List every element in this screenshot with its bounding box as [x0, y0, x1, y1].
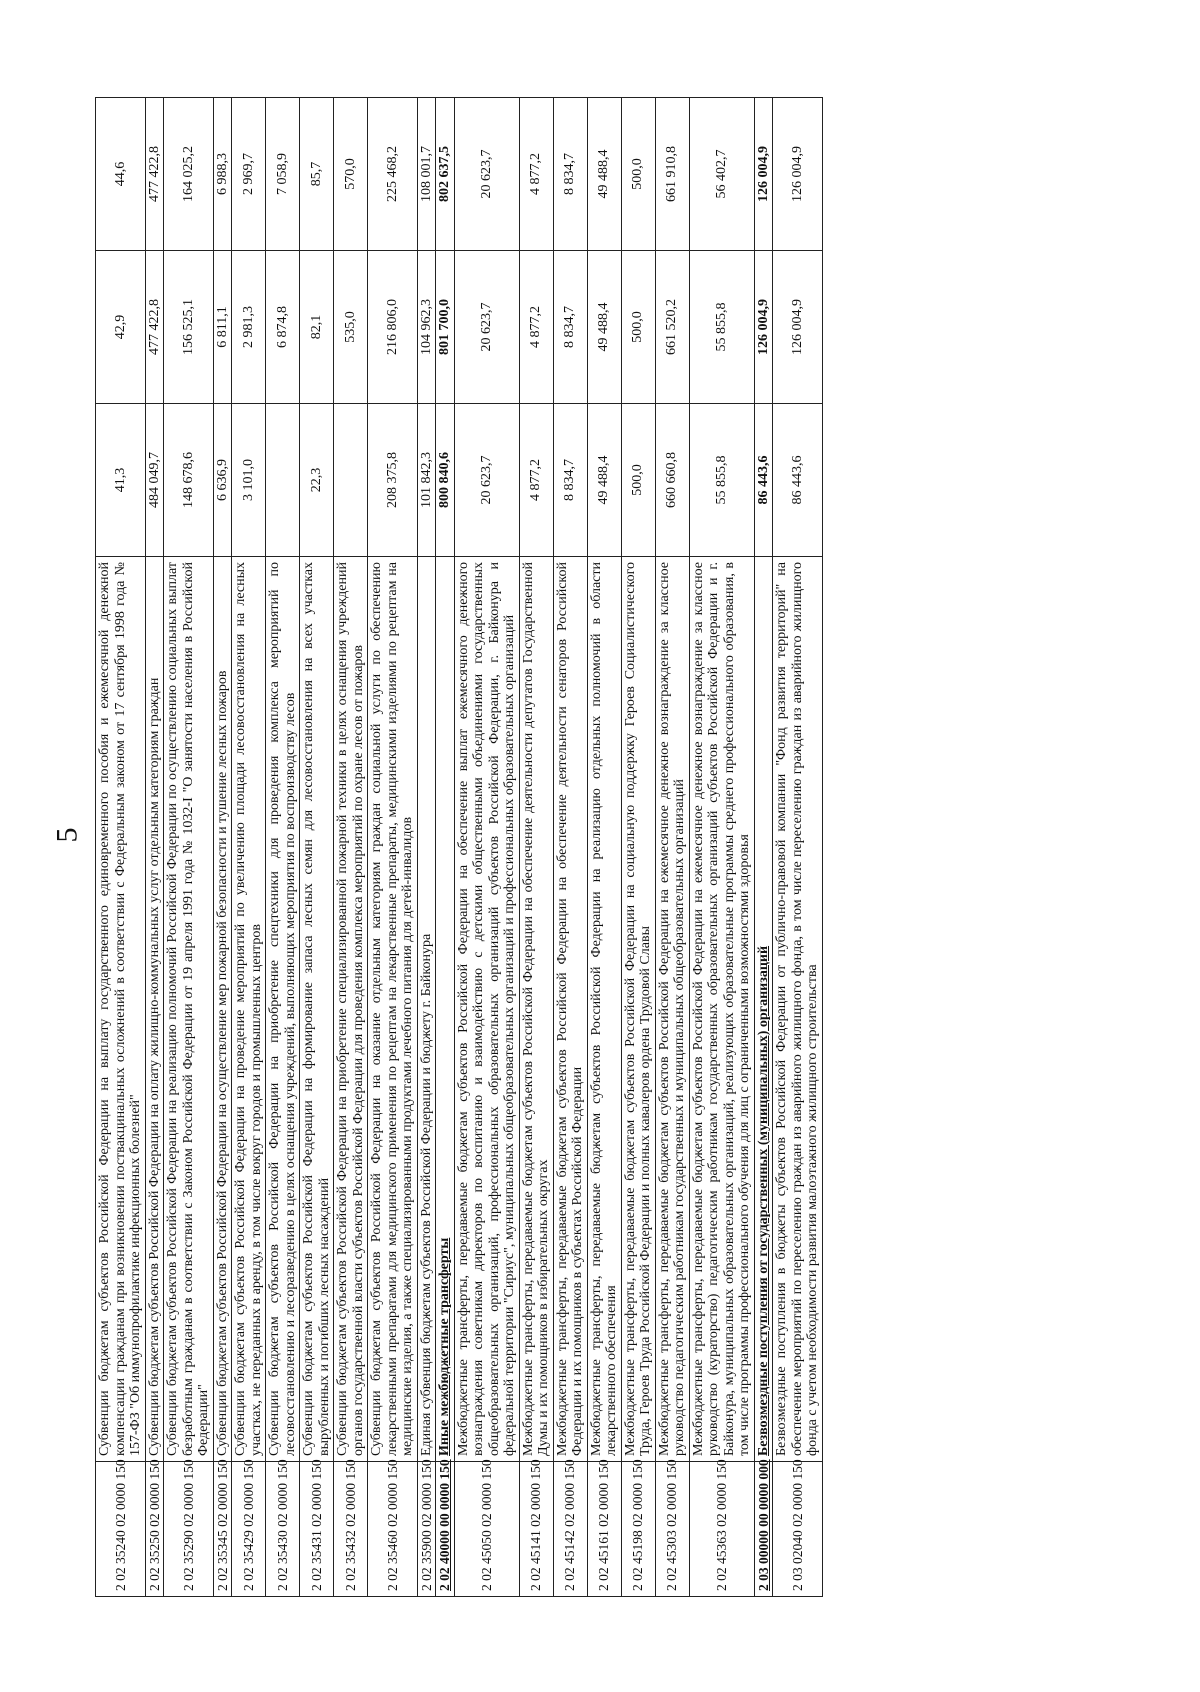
budget-code-cell: 2 02 35432 02 0000 150	[334, 1462, 368, 1597]
value-year1-cell: 800 840,6	[436, 404, 455, 557]
value-year2-cell: 801 700,0	[436, 251, 455, 404]
description-cell: Иные межбюджетные трансферты	[436, 557, 455, 1462]
value-year3-cell: 49 488,4	[587, 98, 621, 251]
description-cell: Субвенции бюджетам субъектов Российской Федерации на приобретение специализированной пожарной техники в целях оснащения учреждений органов государственной власти субъектов Российской Федерации для проведения комплекса мероприятий по охране лесов от пожаров	[334, 557, 368, 1462]
value-year3-cell: 85,7	[300, 98, 334, 251]
description-cell: Субвенции бюджетам субъектов Российской Федерации на формирование запаса лесных семян для лесовосстановления на всех участках вырубленных и погибших лесных насаждений	[300, 557, 334, 1462]
value-year2-cell: 49 488,4	[587, 251, 621, 404]
table-row	[655, 98, 689, 1597]
value-year2-cell: 2 981,3	[232, 251, 266, 404]
value-year1-cell: 86 443,6	[754, 404, 773, 557]
value-year1-cell: 86 443,6	[773, 404, 823, 557]
table-row	[773, 98, 823, 1597]
table-row	[454, 98, 519, 1597]
table-row	[96, 98, 146, 1597]
budget-code-cell: 2 02 45050 02 0000 150	[454, 1462, 519, 1597]
budget-code-cell: 2 02 35431 02 0000 150	[300, 1462, 334, 1597]
value-year1-cell: 500,0	[621, 404, 655, 557]
table-row	[754, 98, 773, 1597]
value-year3-cell: 4 877,2	[519, 98, 553, 251]
value-year1-cell	[266, 404, 300, 557]
value-year3-cell: 6 988,3	[213, 98, 232, 251]
budget-code-cell: 2 02 45142 02 0000 150	[553, 1462, 587, 1597]
value-year3-cell: 20 623,7	[454, 98, 519, 251]
table-row	[232, 98, 266, 1597]
budget-code-cell: 2 02 45161 02 0000 150	[587, 1462, 621, 1597]
value-year2-cell: 4 877,2	[519, 251, 553, 404]
budget-code-cell: 2 02 35290 02 0000 150	[164, 1462, 214, 1597]
value-year2-cell: 42,9	[96, 251, 146, 404]
description-cell: Межбюджетные трансферты, передаваемые бюджетам субъектов Российской Федерации на социальную поддержку Героев Социалистического Труда, Героев Труда Российской Федерации и полных кавалеров ордена Трудовой Славы	[621, 557, 655, 1462]
description-cell: Безвозмездные поступления в бюджеты субъектов Российской Федерации от публично-правовой компании "Фонд развития территорий" на обеспечение мероприятий по переселению граждан из аварийного жилищного фонда, в том числе переселению граждан из аварийного жилищного фонда с учетом необходимости развития малоэтажного жилищного строительства	[773, 557, 823, 1462]
budget-code-cell: 2 02 35429 02 0000 150	[232, 1462, 266, 1597]
description-cell: Субвенции бюджетам субъектов Российской Федерации на выплату государственного единовременного пособия и ежемесячной денежной компенсации гражданам при возникновении поствакцинальных осложнений в соответствии с Федеральным законом от 17 сентября 1998 года № 157-ФЗ "Об иммунопрофилактике инфекционных болезней"	[96, 557, 146, 1462]
value-year3-cell: 126 004,9	[754, 98, 773, 251]
description-cell: Субвенции бюджетам субъектов Российской Федерации на приобретение спецтехники для проведения комплекса мероприятий по лесовосстановлению и лесоразведению в целях оснащения учреждений, выполняющих мероприятия по воспроизводству лесов	[266, 557, 300, 1462]
value-year3-cell: 802 637,5	[436, 98, 455, 251]
value-year1-cell: 55 855,8	[689, 404, 754, 557]
value-year2-cell: 55 855,8	[689, 251, 754, 404]
budget-code-cell: 2 02 35460 02 0000 150	[368, 1462, 418, 1597]
value-year1-cell: 208 375,8	[368, 404, 418, 557]
value-year1-cell: 148 678,6	[164, 404, 214, 557]
value-year2-cell: 126 004,9	[754, 251, 773, 404]
value-year2-cell: 500,0	[621, 251, 655, 404]
description-cell: Межбюджетные трансферты, передаваемые бюджетам субъектов Российской Федерации на обеспечение деятельности сенаторов Российской Федерации и их помощников в субъектах Российской Федерации	[553, 557, 587, 1462]
value-year1-cell: 101 842,3	[417, 404, 436, 557]
table-row	[334, 98, 368, 1597]
budget-code-cell: 2 03 02040 02 0000 150	[773, 1462, 823, 1597]
value-year2-cell: 477 422,8	[145, 251, 164, 404]
value-year1-cell: 41,3	[96, 404, 146, 557]
value-year3-cell: 477 422,8	[145, 98, 164, 251]
value-year3-cell: 2 969,7	[232, 98, 266, 251]
value-year1-cell	[334, 404, 368, 557]
value-year3-cell: 8 834,7	[553, 98, 587, 251]
description-cell: Субвенции бюджетам субъектов Российской Федерации на оплату жилищно-коммунальных услуг отдельным категориям граждан	[145, 557, 164, 1462]
budget-code-cell: 2 02 40000 00 0000 150	[436, 1462, 455, 1597]
value-year1-cell: 4 877,2	[519, 404, 553, 557]
budget-code-cell: 2 02 45303 02 0000 150	[655, 1462, 689, 1597]
description-cell: Межбюджетные трансферты, передаваемые бюджетам субъектов Российской Федерации на обеспечение выплат ежемесячного денежного вознаграждения советникам директоров по воспитанию и взаимодействию с детскими общественными объединениями государственных общеобразовательных организаций, профессиональных образовательных организаций субъектов Российской Федерации, г. Байконура и федеральной территории "Сириус", муниципальных общеобразовательных организаций и профессиональных образовательных организаций	[454, 557, 519, 1462]
value-year1-cell: 660 660,8	[655, 404, 689, 557]
table-row	[213, 98, 232, 1597]
value-year1-cell: 49 488,4	[587, 404, 621, 557]
description-cell: Субвенции бюджетам субъектов Российской Федерации на реализацию полномочий Российской Федерации по осуществлению социальных выплат безработным гражданам в соответствии с Законом Российской Федерации от 19 апреля 1991 года № 1032-I "О занятости населения в Российской Федерации"	[164, 557, 214, 1462]
value-year3-cell: 108 001,7	[417, 98, 436, 251]
description-cell: Безвозмездные поступления от государственных (муниципальных) организаций	[754, 557, 773, 1462]
description-cell: Межбюджетные трансферты, передаваемые бюджетам субъектов Российской Федерации на ежемесячное денежное вознаграждение за классное руководство (кураторство) педагогическим работникам государственных образовательных организаций субъектов Российской Федерации и г. Байконура, муниципальных образовательных организаций, реализующих образовательные программы среднего профессионального образования, в том числе программы профессионального обучения для лиц с ограниченными возможностями здоровья	[689, 557, 754, 1462]
value-year2-cell: 661 520,2	[655, 251, 689, 404]
value-year2-cell: 104 962,3	[417, 251, 436, 404]
value-year2-cell: 82,1	[300, 251, 334, 404]
table-row	[368, 98, 418, 1597]
table-row	[689, 98, 754, 1597]
table-row	[164, 98, 214, 1597]
value-year2-cell: 6 874,8	[266, 251, 300, 404]
value-year3-cell: 500,0	[621, 98, 655, 251]
table-row	[621, 98, 655, 1597]
table-row	[300, 98, 334, 1597]
budget-code-cell: 2 02 35240 02 0000 150	[96, 1462, 146, 1597]
value-year1-cell: 8 834,7	[553, 404, 587, 557]
value-year2-cell: 6 811,1	[213, 251, 232, 404]
table-row	[266, 98, 300, 1597]
page-number: 5	[50, 827, 84, 843]
table-row	[519, 98, 553, 1597]
value-year3-cell: 7 058,9	[266, 98, 300, 251]
value-year3-cell: 164 025,2	[164, 98, 214, 251]
value-year1-cell: 3 101,0	[232, 404, 266, 557]
table-row	[553, 98, 587, 1597]
value-year3-cell: 570,0	[334, 98, 368, 251]
value-year3-cell: 661 910,8	[655, 98, 689, 251]
value-year2-cell: 156 525,1	[164, 251, 214, 404]
table-row	[587, 98, 621, 1597]
description-cell: Субвенции бюджетам субъектов Российской Федерации на оказание отдельным категориям граждан социальной услуги по обеспечению лекарственными препаратами для медицинского применения по рецептам на лекарственные препараты, медицинскими изделиями по рецептам на медицинские изделия, а также специализированными продуктами лечебного питания для детей-инвалидов	[368, 557, 418, 1462]
value-year3-cell: 126 004,9	[773, 98, 823, 251]
rotated-table-container	[95, 97, 1200, 1597]
description-cell: Субвенции бюджетам субъектов Российской Федерации на осуществление мер пожарной безопасности и тушение лесных пожаров	[213, 557, 232, 1462]
value-year1-cell: 22,3	[300, 404, 334, 557]
description-cell: Межбюджетные трансферты, передаваемые бюджетам субъектов Российской Федерации на реализацию отдельных полномочий в области лекарственного обеспечения	[587, 557, 621, 1462]
value-year3-cell: 225 468,2	[368, 98, 418, 251]
budget-code-cell: 2 02 35250 02 0000 150	[145, 1462, 164, 1597]
table-row	[145, 98, 164, 1597]
value-year2-cell: 20 623,7	[454, 251, 519, 404]
value-year2-cell: 126 004,9	[773, 251, 823, 404]
value-year2-cell: 216 806,0	[368, 251, 418, 404]
table-row	[436, 98, 455, 1597]
value-year3-cell: 56 402,7	[689, 98, 754, 251]
budget-code-cell: 2 02 35430 02 0000 150	[266, 1462, 300, 1597]
value-year1-cell: 6 636,9	[213, 404, 232, 557]
budget-code-cell: 2 02 45141 02 0000 150	[519, 1462, 553, 1597]
budget-code-cell: 2 02 35900 02 0000 150	[417, 1462, 436, 1597]
budget-code-cell: 2 02 35345 02 0000 150	[213, 1462, 232, 1597]
description-cell: Субвенции бюджетам субъектов Российской Федерации на проведение мероприятий по увеличению площади лесовосстановления на лесных участках, не переданных в аренду, в том числе вокруг городов и промышленных центров	[232, 557, 266, 1462]
table-row	[417, 98, 436, 1597]
budget-code-cell: 2 02 45363 02 0000 150	[689, 1462, 754, 1597]
description-cell: Единая субвенция бюджетам субъектов Российской Федерации и бюджету г. Байконура	[417, 557, 436, 1462]
value-year2-cell: 8 834,7	[553, 251, 587, 404]
value-year3-cell: 44,6	[96, 98, 146, 251]
revenue-table	[95, 97, 823, 1597]
description-cell: Межбюджетные трансферты, передаваемые бюджетам субъектов Российской Федерации на обеспечение деятельности депутатов Государственной Думы и их помощников в избирательных округах	[519, 557, 553, 1462]
budget-code-cell: 2 03 00000 00 0000 000	[754, 1462, 773, 1597]
value-year1-cell: 20 623,7	[454, 404, 519, 557]
description-cell: Межбюджетные трансферты, передаваемые бюджетам субъектов Российской Федерации на ежемесячное денежное вознаграждение за классное руководство педагогическим работникам государственных и муниципальных общеобразовательных организаций	[655, 557, 689, 1462]
budget-code-cell: 2 02 45198 02 0000 150	[621, 1462, 655, 1597]
value-year2-cell: 535,0	[334, 251, 368, 404]
revenue-table-body	[96, 98, 823, 1597]
value-year1-cell: 484 049,7	[145, 404, 164, 557]
